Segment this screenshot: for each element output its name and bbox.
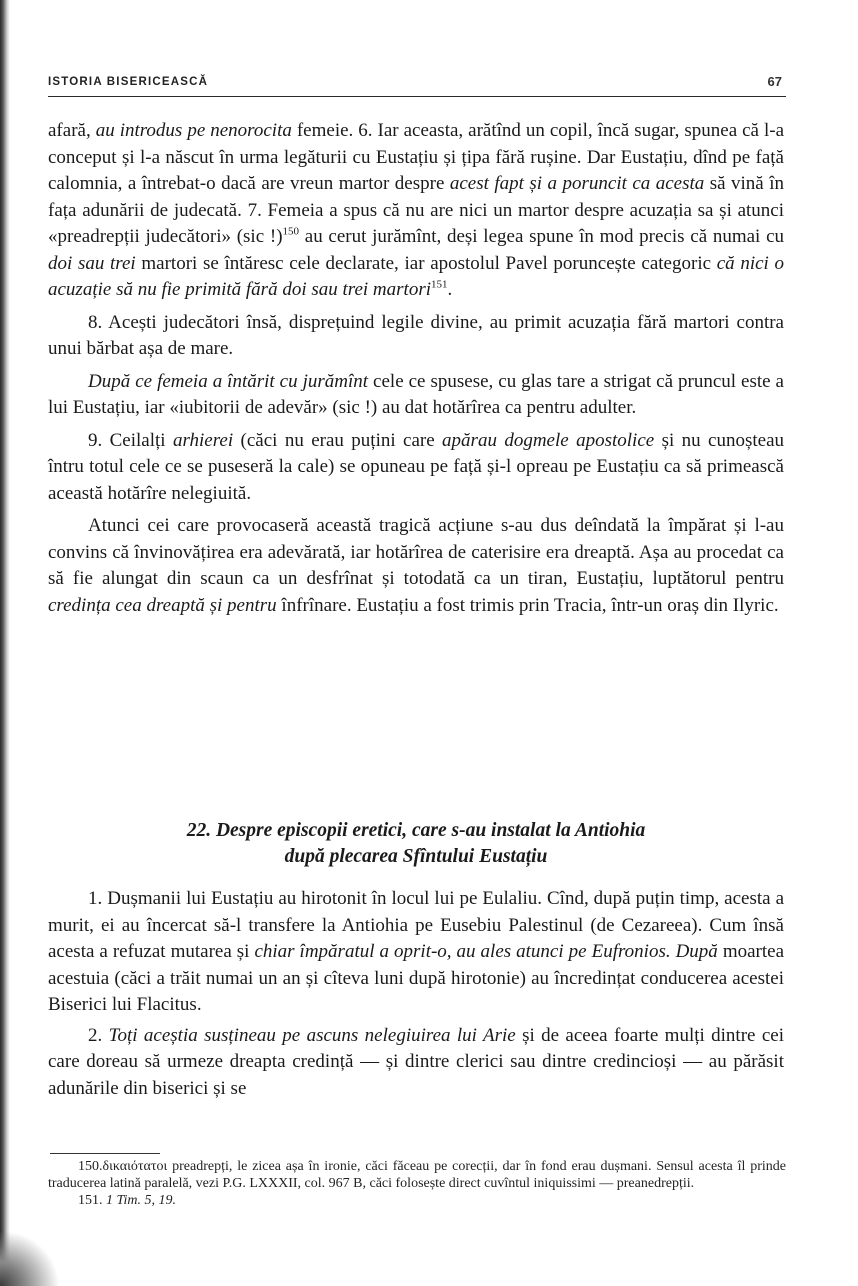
text-run: Atunci cei care provocaseră această tragică acțiune s-au dus deîndată la împărat și l-au convins că învinovățirea era adevărată, iar hotărîrea de caterisire era dreaptă. Așa au procedat ca să fie alungat din scaun ca un desfrînat și totodată ca un tiran, Eustațiu, luptătorul pentru (48, 515, 784, 589)
text-run: au cerut jurămînt, deși legea spune în mod precis că numai cu (299, 226, 784, 247)
footnote-ref-151: 151 (431, 278, 448, 291)
text-run: și nu cunoșteau întru totul cele ce se puseseră la cale) se opuneau pe față și-l opreau pe Eustațiu ca să primească această hotărîre nelegiuită. (48, 429, 785, 504)
text-run: 1. Dușmanii lui Eustațiu au hirotonit în locul lui pe Eulaliu. Cînd, după puțin timp, acesta a murit, ei au încercat să-l transfere la Antiohia pe Eusebiu Palestinul (de Cezareea). Cum însă acesta a refuzat mutarea și (48, 888, 784, 962)
section-heading-line: după plecarea Sfîntului Eustațiu (284, 846, 548, 867)
text-run: moartea acestuia (căci a trăit numai un an și cîteva luni după hirotonie) au încredințat conducerea acestei Biserici lui Flacitus. (48, 941, 784, 1015)
footnote-number: 151. (78, 1193, 106, 1208)
footnote-divider (50, 1153, 160, 1154)
text-run: să vină în fața adunării de judecată. 7. Femeia a spus că nu are nici un martor despre acuzația sa și atunci «preadrepții judecători» (sic !) (48, 173, 784, 247)
paragraph (48, 118, 784, 304)
binding-corner-shadow (0, 1230, 60, 1286)
paragraph (48, 513, 784, 619)
text-run: înfrînare. Eustațiu a fost trimis prin Tracia, într-un oraș din Ilyric. (276, 594, 779, 616)
text-run: (căci nu erau puțini care (233, 429, 443, 451)
italic-run: credința cea dreaptă și pentru (48, 594, 277, 616)
paragraph (48, 1023, 784, 1103)
text-run: 9. Ceilalți (88, 429, 173, 451)
footnote-number: 150. (78, 1159, 103, 1174)
text-run: femeie. 6. Iar aceasta, arătînd un copil, încă sugar, spunea că l-a conceput și l-a născut în urma legăturii cu Eustațiu și țipa fără rușine. Dar Eustațiu, dînd pe față calomnia, a întrebat-o dacă are vreun martor despre (48, 120, 784, 194)
binding-shadow (0, 0, 10, 1286)
paragraph (48, 369, 784, 422)
footnote-151 (48, 1192, 786, 1209)
italic-run: acest fapt și a poruncit ca acesta (449, 173, 705, 194)
italic-run: arhierei (172, 429, 234, 451)
italic-run: au introdus pe nenorocita (95, 120, 297, 141)
footnote-ref-150: 150 (282, 225, 300, 238)
section-heading-line: 22. Despre episcopii eretici, care s-au instalat la Antiohia (186, 820, 646, 841)
section-text (48, 886, 784, 1102)
body-text (48, 118, 784, 619)
paragraph: 8. Acești judecători însă, disprețuind legile divine, au primit acuzația fără martori contra unui bărbat așa de mare. (48, 311, 784, 359)
italic-run: După ce femeia a întărit cu jurămînt (88, 370, 369, 392)
text-run: . (447, 279, 453, 300)
italic-run: doi sau trei (48, 252, 136, 274)
text-run: 2. (88, 1024, 109, 1046)
italic-run: apărau dogmele apostolice (442, 429, 655, 451)
italic-run: chiar împăratul a oprit-o, au ales atunci pe Eufronios. După (254, 941, 718, 962)
footnote-text: preadrepți, le zicea așa în ironie, căci făceau pe corecții, dar în fond erau dușmani. Sensul acesta îl prinde traducerea latină paralelă, vezi P.G. LXXXII, col. 967 B, căci folosește direct cuvîntul iniquissimi — preanedrepții. (48, 1159, 786, 1191)
text-run: martori se întăresc cele declarate, iar apostolul Pavel poruncește categoric (135, 252, 717, 274)
footnote-150 (48, 1158, 786, 1192)
footnotes (48, 1158, 786, 1209)
page-number: 67 (767, 74, 782, 89)
running-head-title: ISTORIA BISERICEASCĂ (48, 76, 209, 88)
section-heading (60, 818, 772, 870)
italic-run: Toți aceștia susțineau pe ascuns nelegiuirea lui Arie (108, 1024, 516, 1046)
greek-term: δικαιότατοι (102, 1159, 168, 1174)
text-run: și de aceea foarte mulți dintre cei care doreau să urmeze dreapta credință — și dintre clerici sau dintre credincioși — au părăsit adunările din biserici și se (48, 1024, 784, 1099)
italic-run: că nici o acuzație să nu fie primită fără doi sau trei martori (48, 252, 784, 300)
paragraph (48, 428, 784, 508)
footnote-reference: 1 Tim. 5, 19. (106, 1193, 177, 1208)
running-head (48, 72, 786, 97)
paragraph (48, 886, 784, 1019)
text-run: afară, (48, 120, 96, 141)
text-run: cele ce spusese, cu glas tare a strigat că pruncul este a lui Eustațiu, iar «iubitorii de adevăr» (sic !) au dat hotărîrea ca pentru adulter. (48, 370, 784, 418)
